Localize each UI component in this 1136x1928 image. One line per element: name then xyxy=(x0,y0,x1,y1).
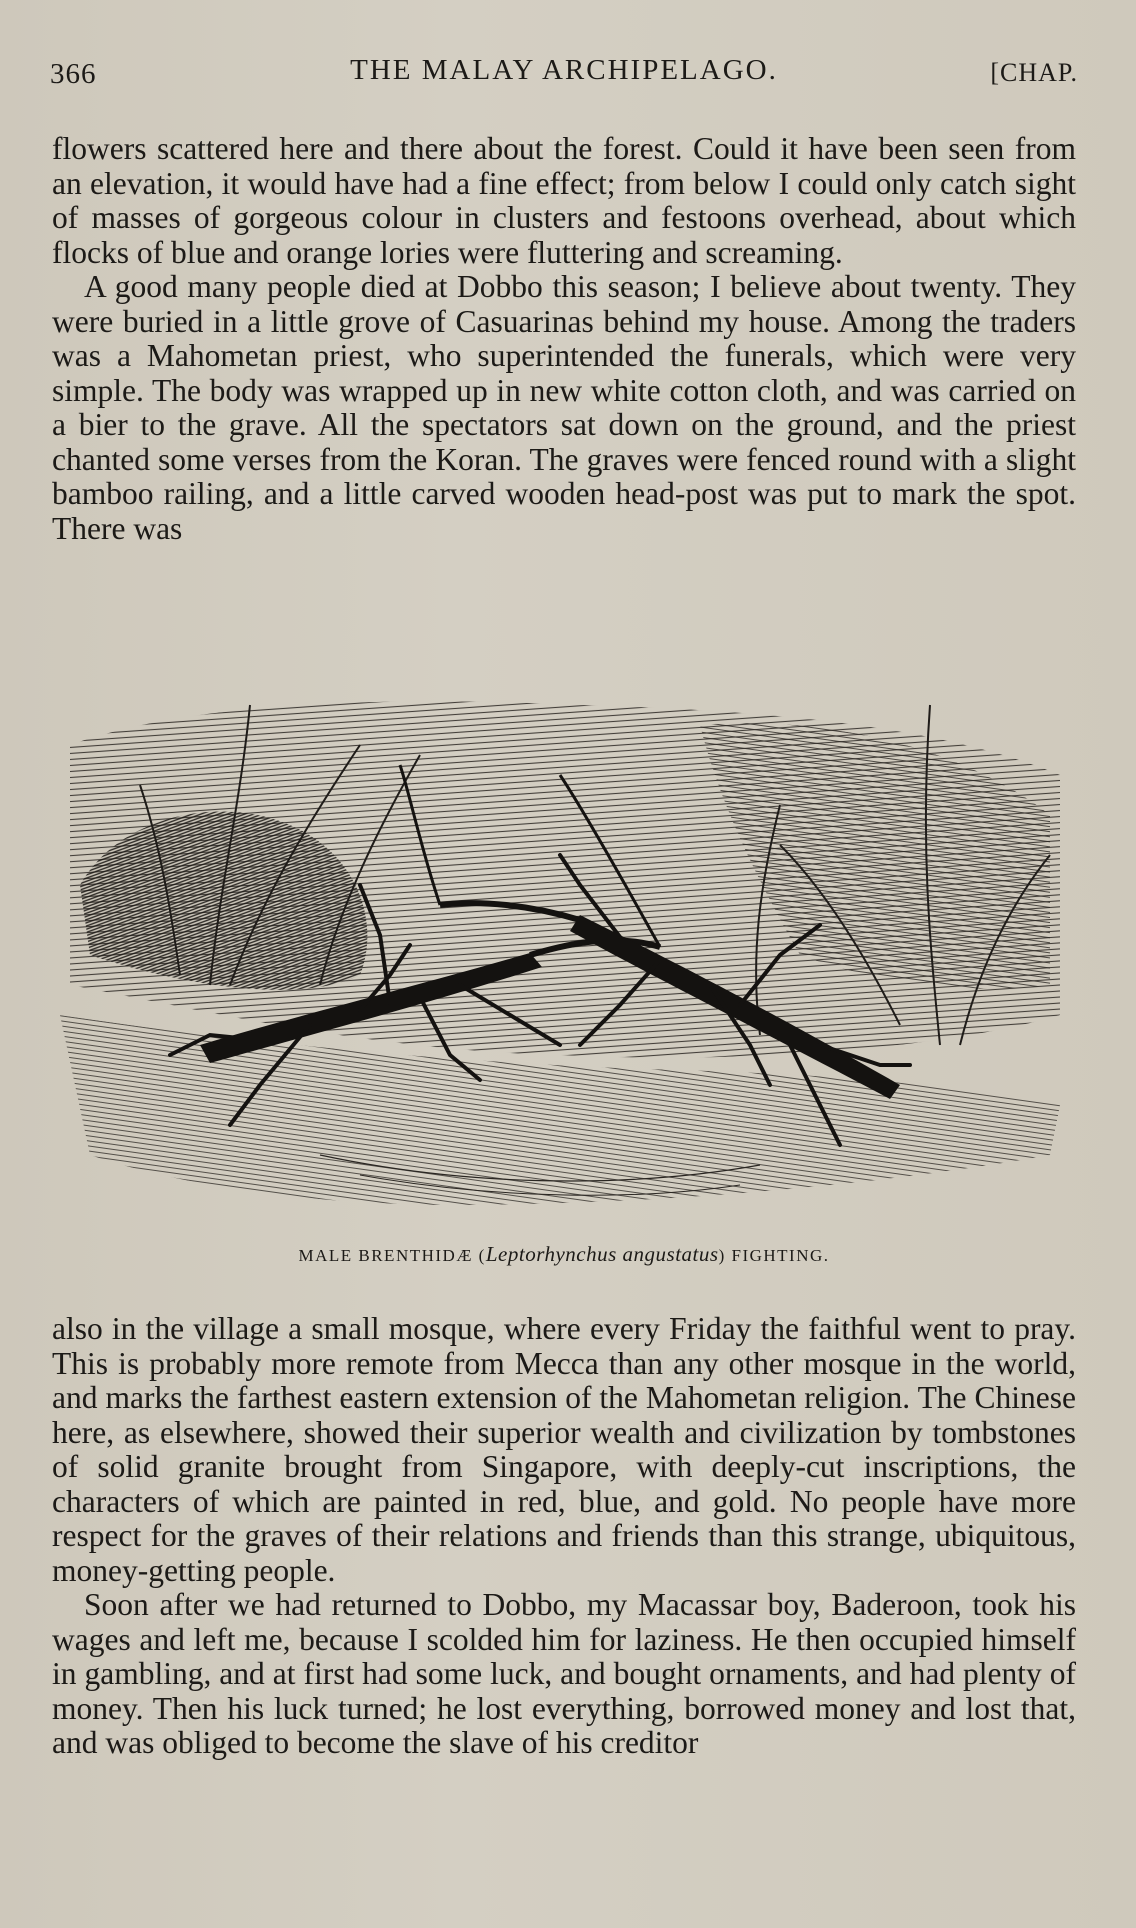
running-header xyxy=(50,54,1078,94)
beetles-fighting-illustration xyxy=(60,685,1072,1225)
engraving-figure xyxy=(60,685,1072,1225)
top-text-block xyxy=(52,132,1076,546)
caption-suffix: ) FIGHTING. xyxy=(718,1246,830,1265)
figure-caption xyxy=(52,1242,1076,1267)
running-title: THE MALAY ARCHIPELAGO. xyxy=(350,54,778,86)
paragraph-continued: flowers scattered here and there about the forest. Could it have been seen from an elevation, it would have had a fine effect; from below I could only catch sight of masses of gorgeous colour in clusters and festoons overhead, about which flocks of blue and orange lories were fluttering and screaming. xyxy=(52,131,1076,270)
chapter-marker: [CHAP. xyxy=(990,58,1078,87)
paragraph-dobbo-funerals: A good many people died at Dobbo this season; I believe about twenty. They were buried in a little grove of Casuarinas behind my house. Among the traders was a Mahometan priest, who superintended the funerals, which were very simple. The body was wrapped up in new white cotton cloth, and was carried on a bier to the grave. All the spectators sat down on the ground, and the priest chanted some verses from the Koran. The graves were fenced round with a slight bamboo railing, and a little carved wooden head-post was put to mark the spot. There was xyxy=(52,269,1076,546)
page-number: 366 xyxy=(50,58,97,90)
paragraph-mosque: also in the village a small mosque, where every Friday the faithful went to pray. This is probably more remote from Mecca than any other mosque in the world, and marks the farthest eastern extension of the Mahometan religion. The Chinese here, as elsewhere, showed their superior wealth and civilization by tombstones of solid granite brought from Singapore, with deeply-cut inscriptions, the characters of which are painted in red, blue, and gold. No people have more respect for the graves of their relations and friends than this strange, ubiquitous, money-getting people. xyxy=(52,1311,1076,1588)
caption-prefix: MALE BRENTHIDÆ ( xyxy=(298,1246,486,1265)
caption-species: Leptorhynchus angustatus xyxy=(485,1242,719,1266)
paragraph-baderoon: Soon after we had returned to Dobbo, my Macassar boy, Baderoon, took his wages and left me, because I scolded him for laziness. He then occupied himself in gambling, and at first had some luck, and bought ornaments, and had plenty of money. Then his luck turned; he lost everything, borrowed money and lost that, and was obliged to become the slave of his creditor xyxy=(52,1587,1076,1760)
bottom-text-block xyxy=(52,1312,1076,1761)
